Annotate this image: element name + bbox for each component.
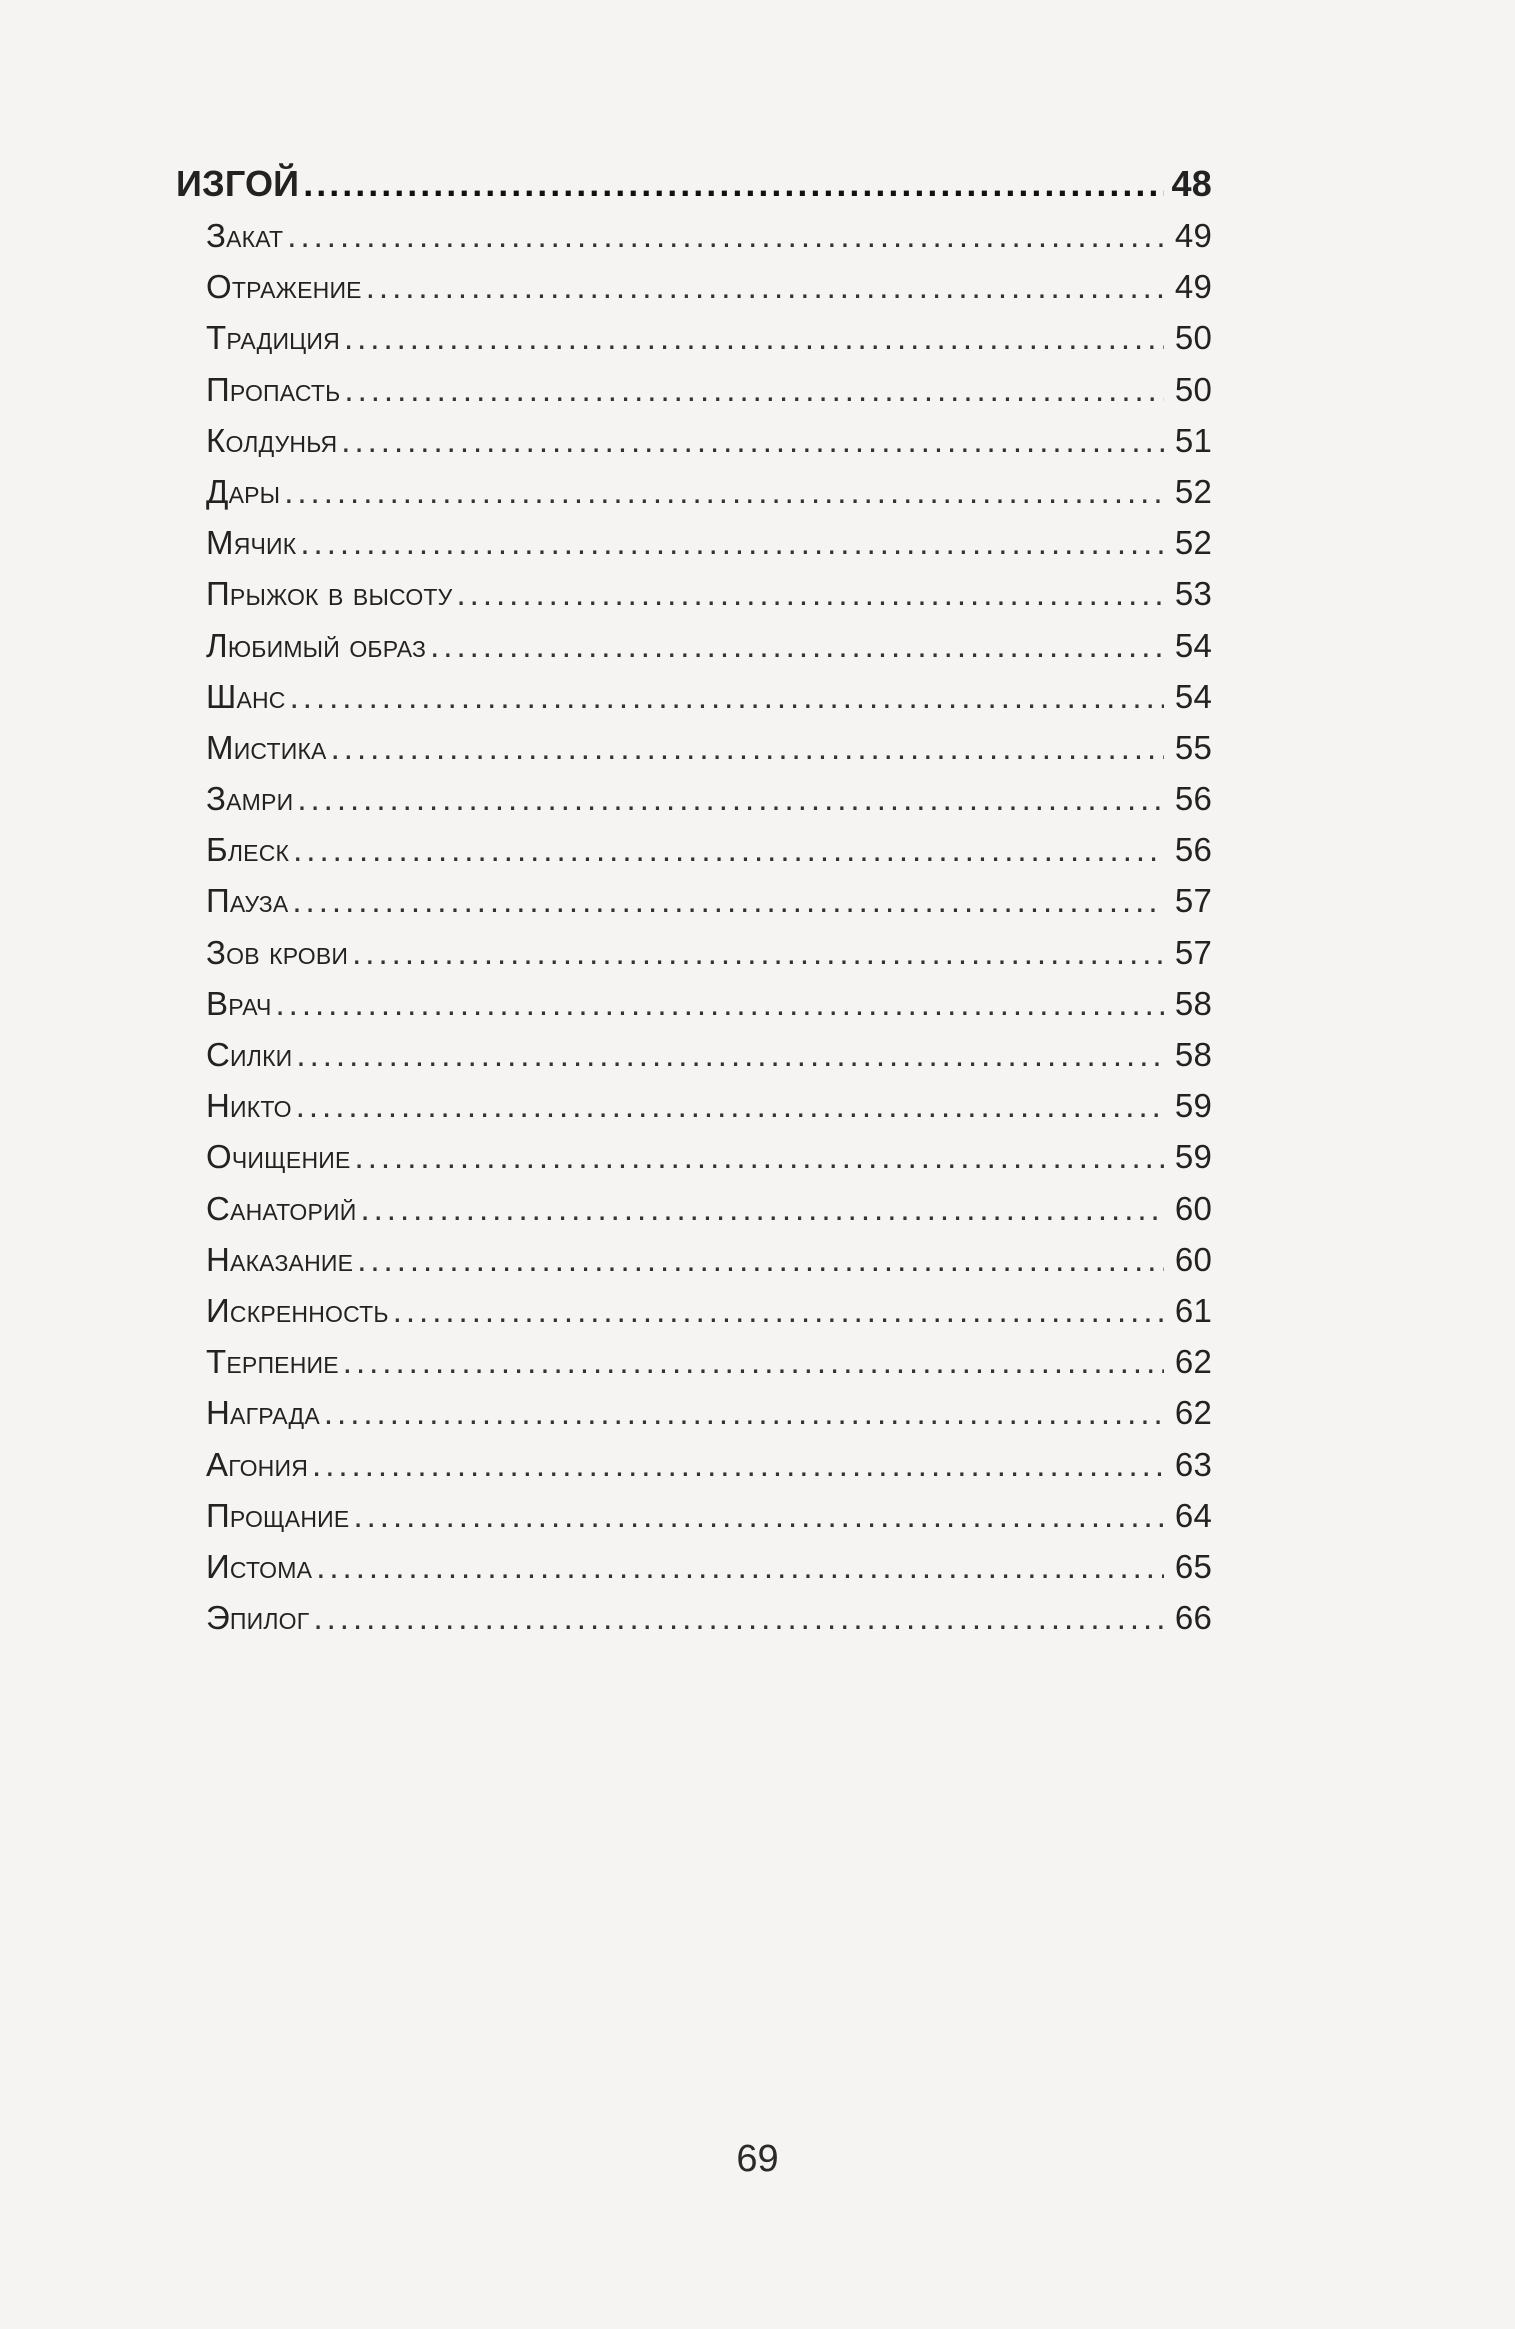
toc-entry-title: Истома	[206, 1547, 313, 1585]
toc-entry-page: 49	[1174, 268, 1212, 306]
toc-leader-dots	[343, 1336, 1164, 1387]
toc-entry-page: 52	[1174, 472, 1212, 510]
toc-leader-dots	[344, 364, 1164, 415]
toc-entry-title: Дары	[206, 472, 281, 510]
toc-entry	[176, 824, 1212, 875]
toc-entry	[176, 415, 1212, 466]
toc-entry	[176, 1131, 1212, 1182]
toc-leader-dots	[355, 1131, 1164, 1182]
toc-entry-title: Мячик	[206, 524, 297, 562]
toc-entry	[176, 773, 1212, 824]
toc-entry-page: 51	[1174, 421, 1212, 459]
toc-entry-title: Санаторий	[206, 1189, 357, 1227]
toc-leader-dots	[276, 978, 1165, 1029]
toc-entry-title: Зов крови	[206, 933, 349, 971]
toc-leader-dots	[313, 1592, 1164, 1643]
toc-entry	[176, 466, 1212, 517]
toc-leader-dots	[284, 466, 1164, 517]
toc-section-heading	[176, 158, 1212, 210]
toc-entry	[176, 722, 1212, 773]
toc-entry-title: Традиция	[206, 319, 340, 357]
toc-leader-dots	[303, 158, 1164, 209]
toc-entry	[176, 1029, 1212, 1080]
toc-leader-dots	[297, 773, 1164, 824]
toc-entry-page: 58	[1174, 1036, 1212, 1073]
toc-entry-page: 56	[1174, 831, 1212, 869]
toc-entry-title: Силки	[206, 1036, 293, 1073]
toc-entry-page: 66	[1174, 1599, 1212, 1637]
toc-entry	[176, 620, 1212, 671]
toc-entry-page: 62	[1174, 1394, 1212, 1432]
toc-leader-dots	[360, 1183, 1164, 1234]
toc-entry	[176, 1080, 1212, 1131]
toc-entry-page: 62	[1174, 1343, 1212, 1381]
toc-leader-dots	[430, 620, 1164, 671]
toc-entry-title: Закат	[206, 217, 284, 254]
table-of-contents	[176, 158, 1212, 1643]
toc-leader-dots	[300, 517, 1164, 568]
toc-heading-title: ИЗГОЙ	[176, 163, 300, 204]
toc-entry-title: Наказание	[206, 1240, 354, 1278]
toc-entry-page: 49	[1174, 217, 1212, 254]
toc-entry-title: Мистика	[206, 728, 327, 766]
toc-leader-dots	[344, 312, 1164, 363]
page-number: 69	[736, 2138, 779, 2180]
toc-entry-page: 58	[1174, 984, 1212, 1022]
toc-entry	[176, 927, 1212, 978]
toc-entry	[176, 568, 1212, 619]
toc-entry	[176, 364, 1212, 415]
toc-entry-title: Колдунья	[206, 421, 338, 459]
toc-entry	[176, 1490, 1212, 1541]
toc-leader-dots	[331, 722, 1164, 773]
toc-entry	[176, 312, 1212, 363]
toc-entry	[176, 875, 1212, 926]
toc-entry	[176, 1541, 1212, 1592]
toc-entry-page: 65	[1174, 1547, 1212, 1585]
toc-entry-title: Блеск	[206, 831, 290, 869]
toc-entry-page: 63	[1174, 1445, 1212, 1483]
toc-entry-page: 61	[1174, 1291, 1212, 1329]
toc-entry-title: Любимый образ	[206, 626, 427, 664]
toc-entry-title: Очищение	[206, 1138, 351, 1176]
toc-leader-dots	[316, 1541, 1164, 1592]
toc-heading-page: 48	[1171, 163, 1212, 204]
toc-leader-dots	[393, 1285, 1164, 1336]
toc-entry	[176, 1183, 1212, 1234]
toc-entry-page: 54	[1174, 677, 1212, 715]
toc-entry-page: 57	[1174, 882, 1212, 920]
toc-entry-title: Пауза	[206, 882, 289, 920]
toc-entry-page: 56	[1174, 780, 1212, 818]
toc-entry-title: Терпение	[206, 1343, 339, 1381]
toc-entry-page: 60	[1174, 1240, 1212, 1278]
toc-entry-page: 59	[1174, 1087, 1212, 1125]
toc-entry-title: Искренность	[206, 1291, 389, 1329]
toc-entry	[176, 210, 1212, 261]
toc-entry-title: Агония	[206, 1445, 309, 1483]
toc-leader-dots	[357, 1234, 1164, 1285]
toc-entry-page: 55	[1174, 728, 1212, 766]
toc-entry-page: 50	[1174, 319, 1212, 357]
toc-entry-title: Прощание	[206, 1496, 350, 1534]
toc-leader-dots	[312, 1439, 1164, 1490]
toc-entry-title: Никто	[206, 1087, 292, 1125]
toc-entry-title: Прыжок в высоту	[206, 575, 453, 613]
toc-entry-page: 59	[1174, 1138, 1212, 1176]
toc-entry-page: 60	[1174, 1189, 1212, 1227]
toc-entry-page: 64	[1174, 1496, 1212, 1534]
toc-entry-title: Замри	[206, 780, 294, 818]
toc-entry	[176, 978, 1212, 1029]
toc-entry-title: Эпилог	[206, 1599, 310, 1637]
toc-entry	[176, 1439, 1212, 1490]
toc-entry	[176, 1387, 1212, 1438]
toc-entry	[176, 517, 1212, 568]
toc-leader-dots	[456, 568, 1164, 619]
toc-entry	[176, 671, 1212, 722]
toc-entry	[176, 1336, 1212, 1387]
toc-leader-dots	[341, 415, 1164, 466]
toc-entry-page: 50	[1174, 370, 1212, 408]
toc-entry	[176, 1592, 1212, 1643]
toc-leader-dots	[293, 824, 1164, 875]
toc-leader-dots	[353, 1490, 1164, 1541]
toc-entry-title: Пропасть	[206, 370, 341, 408]
toc-leader-dots	[352, 927, 1164, 978]
toc-leader-dots	[296, 1029, 1164, 1080]
toc-entry-title: Врач	[206, 984, 272, 1022]
toc-entry	[176, 1234, 1212, 1285]
toc-entry-page: 57	[1174, 933, 1212, 971]
toc-entry-page: 53	[1174, 575, 1212, 613]
toc-entry-title: Шанс	[206, 677, 286, 715]
toc-entry-title: Отражение	[206, 268, 362, 306]
toc-entry-page: 54	[1174, 626, 1212, 664]
toc-leader-dots	[292, 875, 1164, 926]
toc-leader-dots	[324, 1387, 1164, 1438]
toc-leader-dots	[366, 261, 1164, 312]
toc-leader-dots	[296, 1080, 1164, 1131]
toc-entry	[176, 261, 1212, 312]
toc-entry-title: Награда	[206, 1394, 320, 1432]
toc-entry	[176, 1285, 1212, 1336]
toc-leader-dots	[290, 671, 1164, 722]
toc-entry-page: 52	[1174, 524, 1212, 562]
toc-leader-dots	[287, 210, 1164, 261]
